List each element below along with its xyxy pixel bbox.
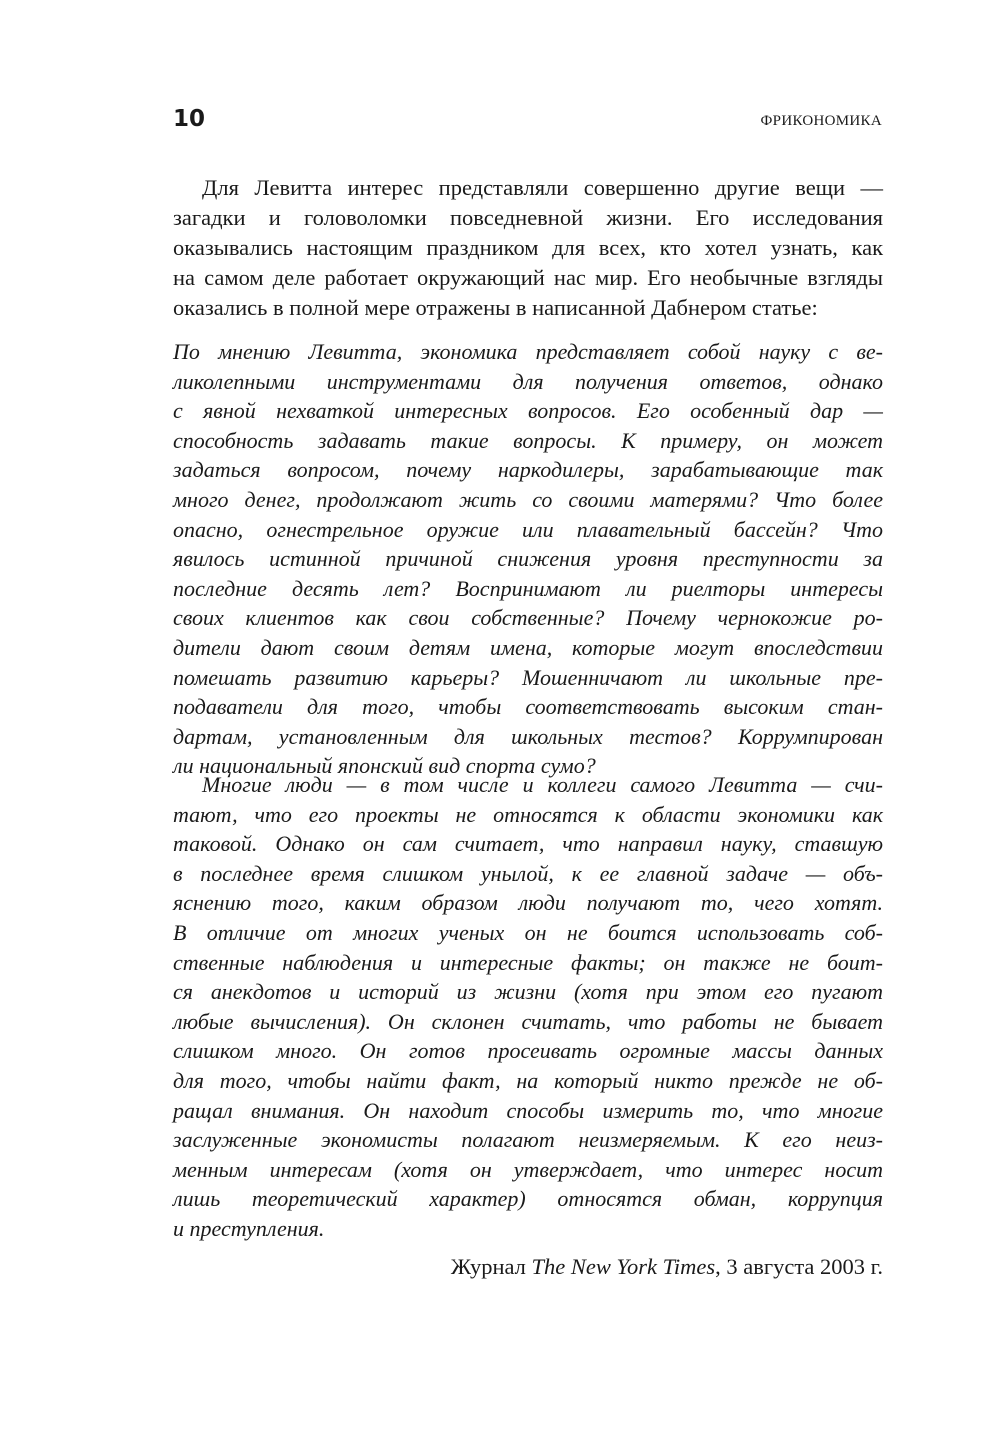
text-line: на самом деле работает окружающий нас мир. Его необычные взгляды — [173, 265, 883, 290]
text-line: для того, чтобы найти факт, на который никто прежде не об- — [173, 1067, 883, 1093]
text-line: загадки и головоломки повседневной жизни. Его исследования — [173, 205, 883, 230]
text-line: заслуженные экономисты полагают неизмеряемым. К его неиз- — [173, 1127, 883, 1153]
text-line: своих клиентов как свои собственные? Почему чернокожие ро- — [173, 605, 883, 631]
text-line: и преступления. — [173, 1215, 325, 1241]
text-line: дители дают своим детям имена, которые могут впоследствии — [173, 634, 883, 660]
text-line: ся анекдотов и историй из жизни (хотя при этом его пугают — [173, 979, 883, 1005]
text-line: ли национальный японский вид спорта сумо? — [173, 753, 596, 779]
attribution-suffix: , 3 августа 2003 г. — [715, 1254, 883, 1279]
text-line: яснению того, каким образом люди получают то, чего хотят. — [173, 890, 883, 916]
text-line: способность задавать такие вопросы. К примеру, он может — [173, 427, 883, 453]
text-line: много денег, продолжают жить со своими матерями? Что более — [173, 486, 883, 512]
text-line: слишком много. Он готов просеивать огромные массы данных — [173, 1038, 883, 1064]
page-number: 10 — [173, 106, 206, 132]
text-line: менным интересам (хотя он утверждает, что интерес носит — [173, 1156, 883, 1182]
running-title: ФРИКОНОМИКА — [760, 113, 882, 129]
text-line: лишь теоретический характер) относятся обман, коррупция — [173, 1186, 883, 1212]
text-line: ращал внимания. Он находит способы измерить то, что многие — [173, 1097, 883, 1123]
text-line: оказывались настоящим праздником для всех, кто хотел узнать, как — [173, 235, 883, 260]
text-line: Для Левитта интерес представляли совершенно другие вещи — — [202, 175, 883, 200]
attribution-source: The New York Times — [531, 1254, 716, 1279]
text-line: ственные наблюдения и интересные факты; он также не боит- — [173, 949, 883, 975]
text-line: подаватели для того, чтобы соответствовать высоким стан- — [173, 694, 883, 720]
text-line: дартам, установленным для школьных тестов? Коррумпирован — [173, 723, 883, 749]
text-line: Многие люди — в том числе и коллеги самого Левитта — счи- — [202, 772, 883, 797]
text-line: задаться вопросом, почему наркодилеры, зарабатывающие так — [173, 457, 883, 483]
text-line: ликолепными инструментами для получения ответов, однако — [173, 368, 883, 394]
text-line: таковой. Однако он сам считает, что направил науку, ставшую — [173, 831, 883, 857]
text-line: оказались в полной мере отражены в написанной Дабнером статье: — [173, 295, 818, 320]
quote-paragraph-1 — [173, 337, 883, 781]
text-line: в последнее время слишком унылой, к ее главной задаче — объ- — [173, 860, 883, 886]
text-line: По мнению Левитта, экономика представляет собой науку с ве- — [173, 339, 883, 364]
quote-attribution — [451, 1252, 883, 1282]
text-line: тают, что его проекты не относятся к области экономики как — [173, 801, 883, 827]
text-line: последние десять лет? Воспринимают ли риелторы интересы — [173, 575, 883, 601]
text-line: помешать развитию карьеры? Мошенничают ли школьные пре- — [173, 664, 883, 690]
intro-paragraph — [173, 173, 883, 323]
text-line: любые вычисления). Он склонен считать, что работы не бывает — [173, 1008, 883, 1034]
text-line: опасно, огнестрельное оружие или плавательный бассейн? Что — [173, 516, 883, 542]
text-line: явилось истинной причиной снижения уровня преступности за — [173, 546, 883, 572]
text-line: В отличие от многих ученых он не боится использовать соб- — [173, 919, 883, 945]
attribution-prefix: Журнал — [450, 1254, 532, 1279]
text-line: с явной нехваткой интересных вопросов. Его особенный дар — — [173, 398, 883, 424]
quote-paragraph-2 — [173, 770, 883, 1244]
